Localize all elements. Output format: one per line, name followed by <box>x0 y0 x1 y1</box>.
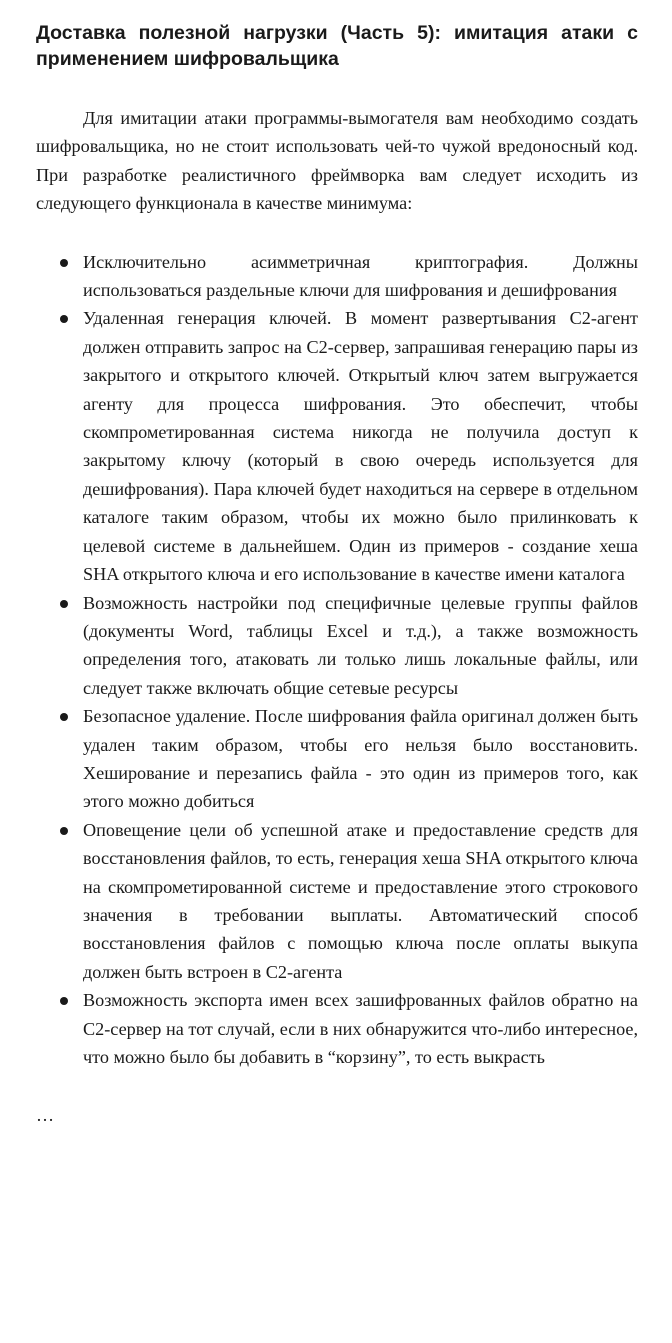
list-item-text: Возможность экспорта имен всех зашифрованных файлов обратно на C2-сервер на тот случай, если в них обнаружится что-либо интересное, что можно было бы добавить в “корзину”, то есть выкрасть <box>83 990 638 1067</box>
list-item <box>83 816 638 986</box>
list-item <box>83 589 638 703</box>
list-item-text: Удаленная генерация ключей. В момент развертывания C2-агент должен отправить запрос на C2-сервер, запрашивая генерацию пары из закрытого и открытого ключей. Открытый ключ затем выгружается агенту для процесса шифрования. Это обеспечит, чтобы скомпрометированная система никогда не получила доступ к закрытому ключу (который в свою очередь используется для дешифрования). Пара ключей будет находиться на сервере в отдельном каталоге таким образом, чтобы их можно было прилинковать к целевой системе в дальнейшем. Один из примеров - создание хеша SHA открытого ключа и его использование в качестве имени каталога <box>83 308 638 585</box>
intro-paragraph: Для имитации атаки программы-вымогателя вам необходимо создать шифровальщика, но не стоит использовать чей-то чужой вредоносный код. При разработке реалистичного фреймворка вам следует исходить из следующего функционала в качестве минимума: <box>36 108 638 214</box>
list-item <box>83 986 638 1071</box>
bullet-icon <box>60 315 68 323</box>
list-item <box>83 702 638 816</box>
bullet-icon <box>60 997 68 1005</box>
list-item <box>83 304 638 588</box>
bullet-icon <box>60 713 68 721</box>
bullet-icon <box>60 600 68 608</box>
bullet-icon <box>60 827 68 835</box>
requirements-list <box>36 248 638 1072</box>
continuation-ellipsis: … <box>36 1105 54 1126</box>
list-item-text: Возможность настройки под специфичные целевые группы файлов (документы Word, таблицы Excel и т.д.), а также возможность определения того, атаковать ли только лишь локальные файлы, или следует также включать общие сетевые ресурсы <box>83 592 638 698</box>
section-title: Доставка полезной нагрузки (Часть 5): имитация атаки с применением шифровальщика <box>36 22 638 70</box>
list-item-text: Исключительно асимметричная криптография. Должны использоваться раздельные ключи для шифрования и дешифрования <box>83 251 638 301</box>
list-item-text: Безопасное удаление. После шифрования файла оригинал должен быть удален таким образом, чтобы его нельзя было восстановить. Хеширование и перезапись файла - это один из примеров того, как этого можно добиться <box>83 706 638 812</box>
list-item <box>83 248 638 305</box>
list-item-text: Оповещение цели об успешной атаке и предоставление средств для восстановления файлов, то есть, генерация хеша SHA открытого ключа на скомпрометированной системе и предоставление этого строкового значения в требовании выплаты. Автоматический способ восстановления файлов с помощью ключа после оплаты выкупа должен быть встроен в C2-агента <box>83 819 638 982</box>
bullet-icon <box>60 259 68 267</box>
